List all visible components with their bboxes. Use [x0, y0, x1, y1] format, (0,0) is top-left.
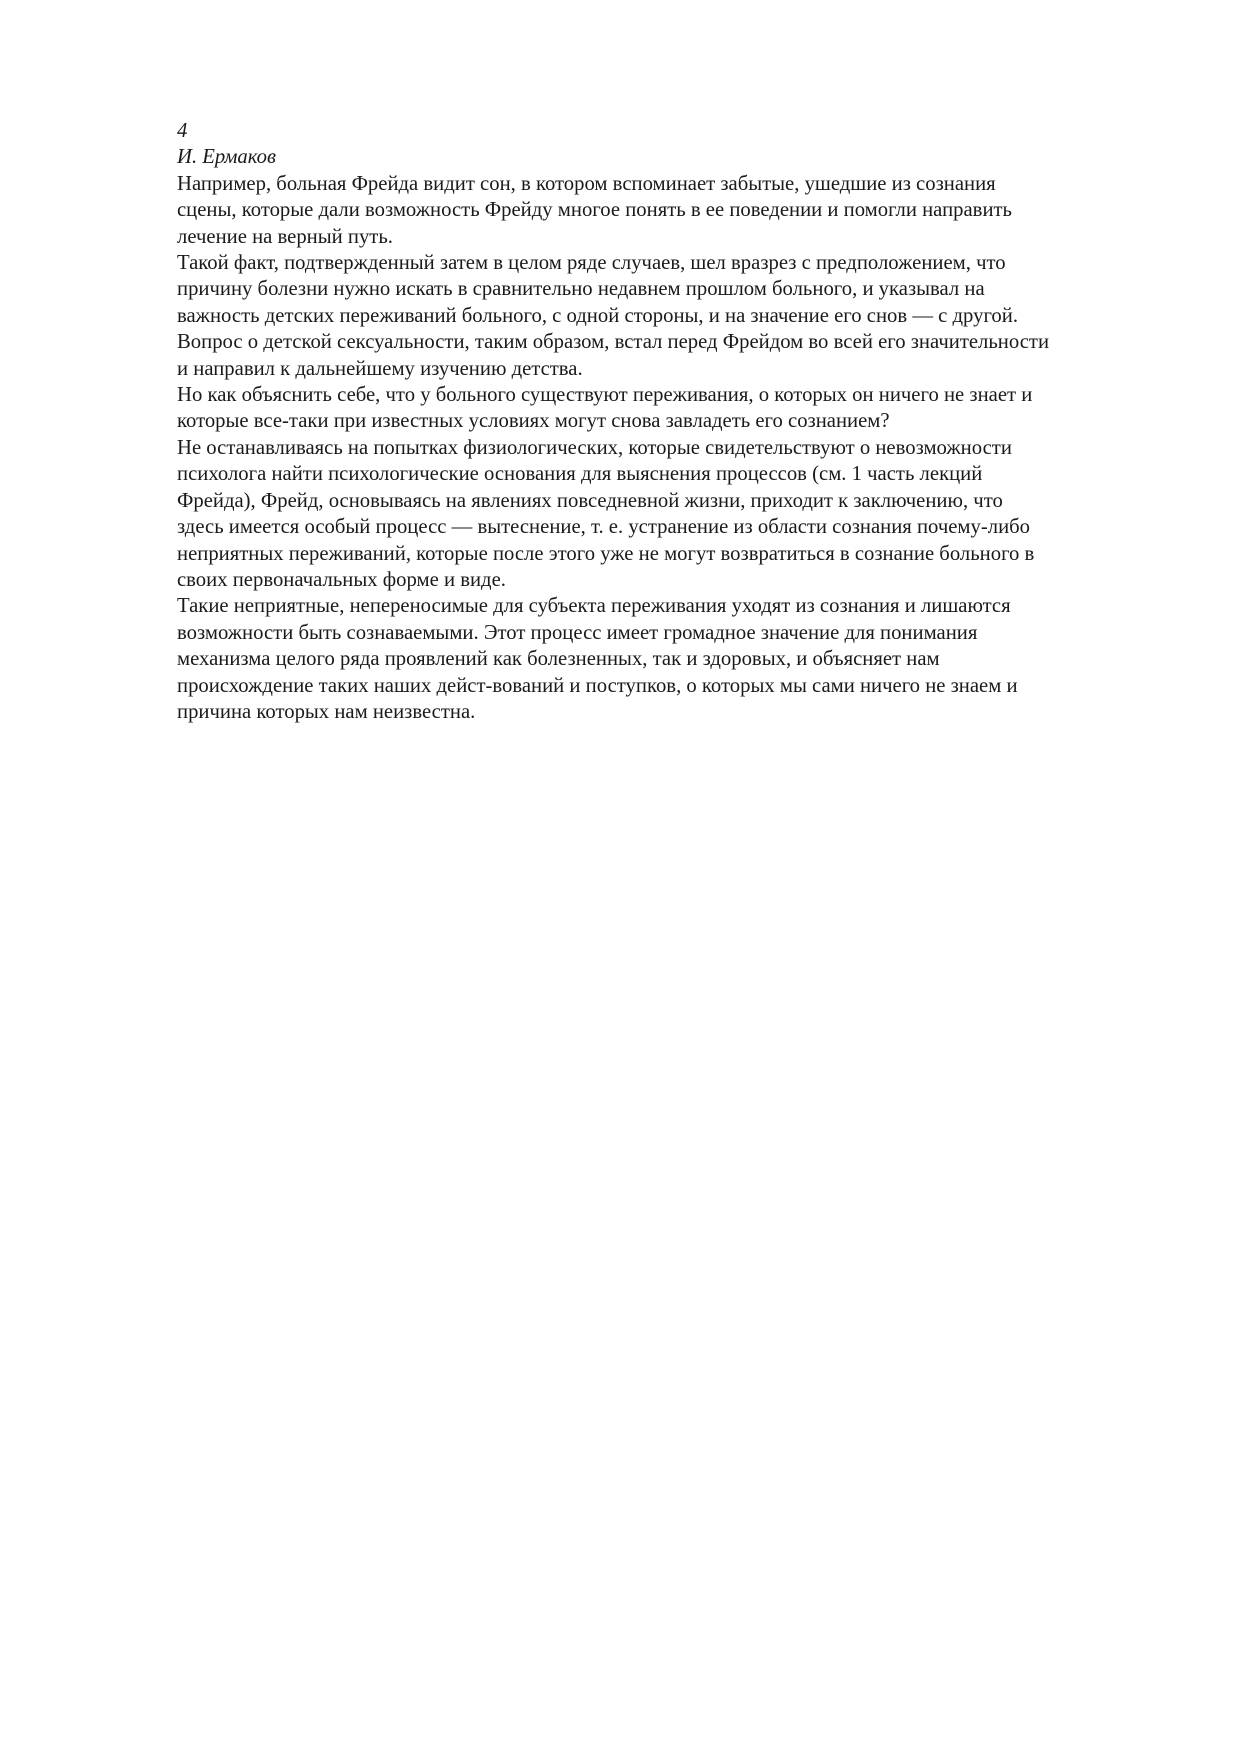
- text-line: важность детских переживаний больного, с одной стороны, и на значение его снов — с другой.: [177, 304, 1019, 327]
- paragraph: [177, 593, 1167, 725]
- text-line: Например, больная Фрейда видит сон, в котором вспоминает забытые, ушедшие из сознания: [177, 172, 996, 195]
- page-number: 4: [177, 120, 188, 142]
- paragraph: [177, 171, 1167, 250]
- paragraph: [177, 435, 1167, 593]
- text-line: которые все-таки при известных условиях могут снова завладеть его сознанием?: [177, 410, 890, 433]
- text-line: своих первоначальных форме и виде.: [177, 568, 506, 591]
- text-line: и направил к дальнейшему изучению детства.: [177, 357, 583, 380]
- text-line: психолога найти психологические основания для выяснения процессов (см. 1 часть лекций: [177, 463, 983, 486]
- text-line: лечение на верный путь.: [177, 225, 393, 248]
- text-line: Фрейда), Фрейд, основываясь на явлениях повседневной жизни, приходит к заключению, что: [177, 489, 1003, 512]
- text-line: возможности быть сознаваемыми. Этот процесс имеет громадное значение для понимания: [177, 621, 978, 644]
- paragraph: [177, 329, 1167, 382]
- text-line: неприятных переживаний, которые после этого уже не могут возвратиться в сознание больного в: [177, 542, 1035, 565]
- text-line: Но как объяснить себе, что у больного существуют переживания, о которых он ничего не знает и: [177, 384, 1033, 407]
- paragraph: [177, 382, 1167, 435]
- text-line: Такие неприятные, непереносимые для субъекта переживания уходят из сознания и лишаются: [177, 595, 1011, 618]
- text-line: сцены, которые дали возможность Фрейду многое понять в ее поведении и помогли направить: [177, 199, 1012, 222]
- paragraph: [177, 250, 1167, 329]
- text-line: причину болезни нужно искать в сравнительно недавнем прошлом больного, и указывал на: [177, 278, 985, 301]
- text-line: причина которых нам неизвестна.: [177, 700, 476, 723]
- body-text: [177, 171, 1167, 726]
- text-line: происхождение таких наших дейст-вований и поступков, о которых мы сами ничего не знаем и: [177, 674, 1018, 697]
- text-line: Не останавливаясь на попытках физиологических, которые свидетельствуют о невозможности: [177, 436, 1012, 459]
- text-line: здесь имеется особый процесс — вытеснение, т. е. устранение из области сознания почему-либо: [177, 516, 1031, 539]
- text-line: Вопрос о детской сексуальности, таким образом, встал перед Фрейдом во всей его значительности: [177, 331, 1050, 354]
- text-line: механизма целого ряда проявлений как болезненных, так и здоровых, и объясняет нам: [177, 648, 940, 671]
- document-page: [177, 118, 1167, 725]
- author-header: И. Ермаков: [177, 146, 276, 169]
- text-line: Такой факт, подтвержденный затем в целом ряде случаев, шел вразрез с предположением, что: [177, 252, 1006, 275]
